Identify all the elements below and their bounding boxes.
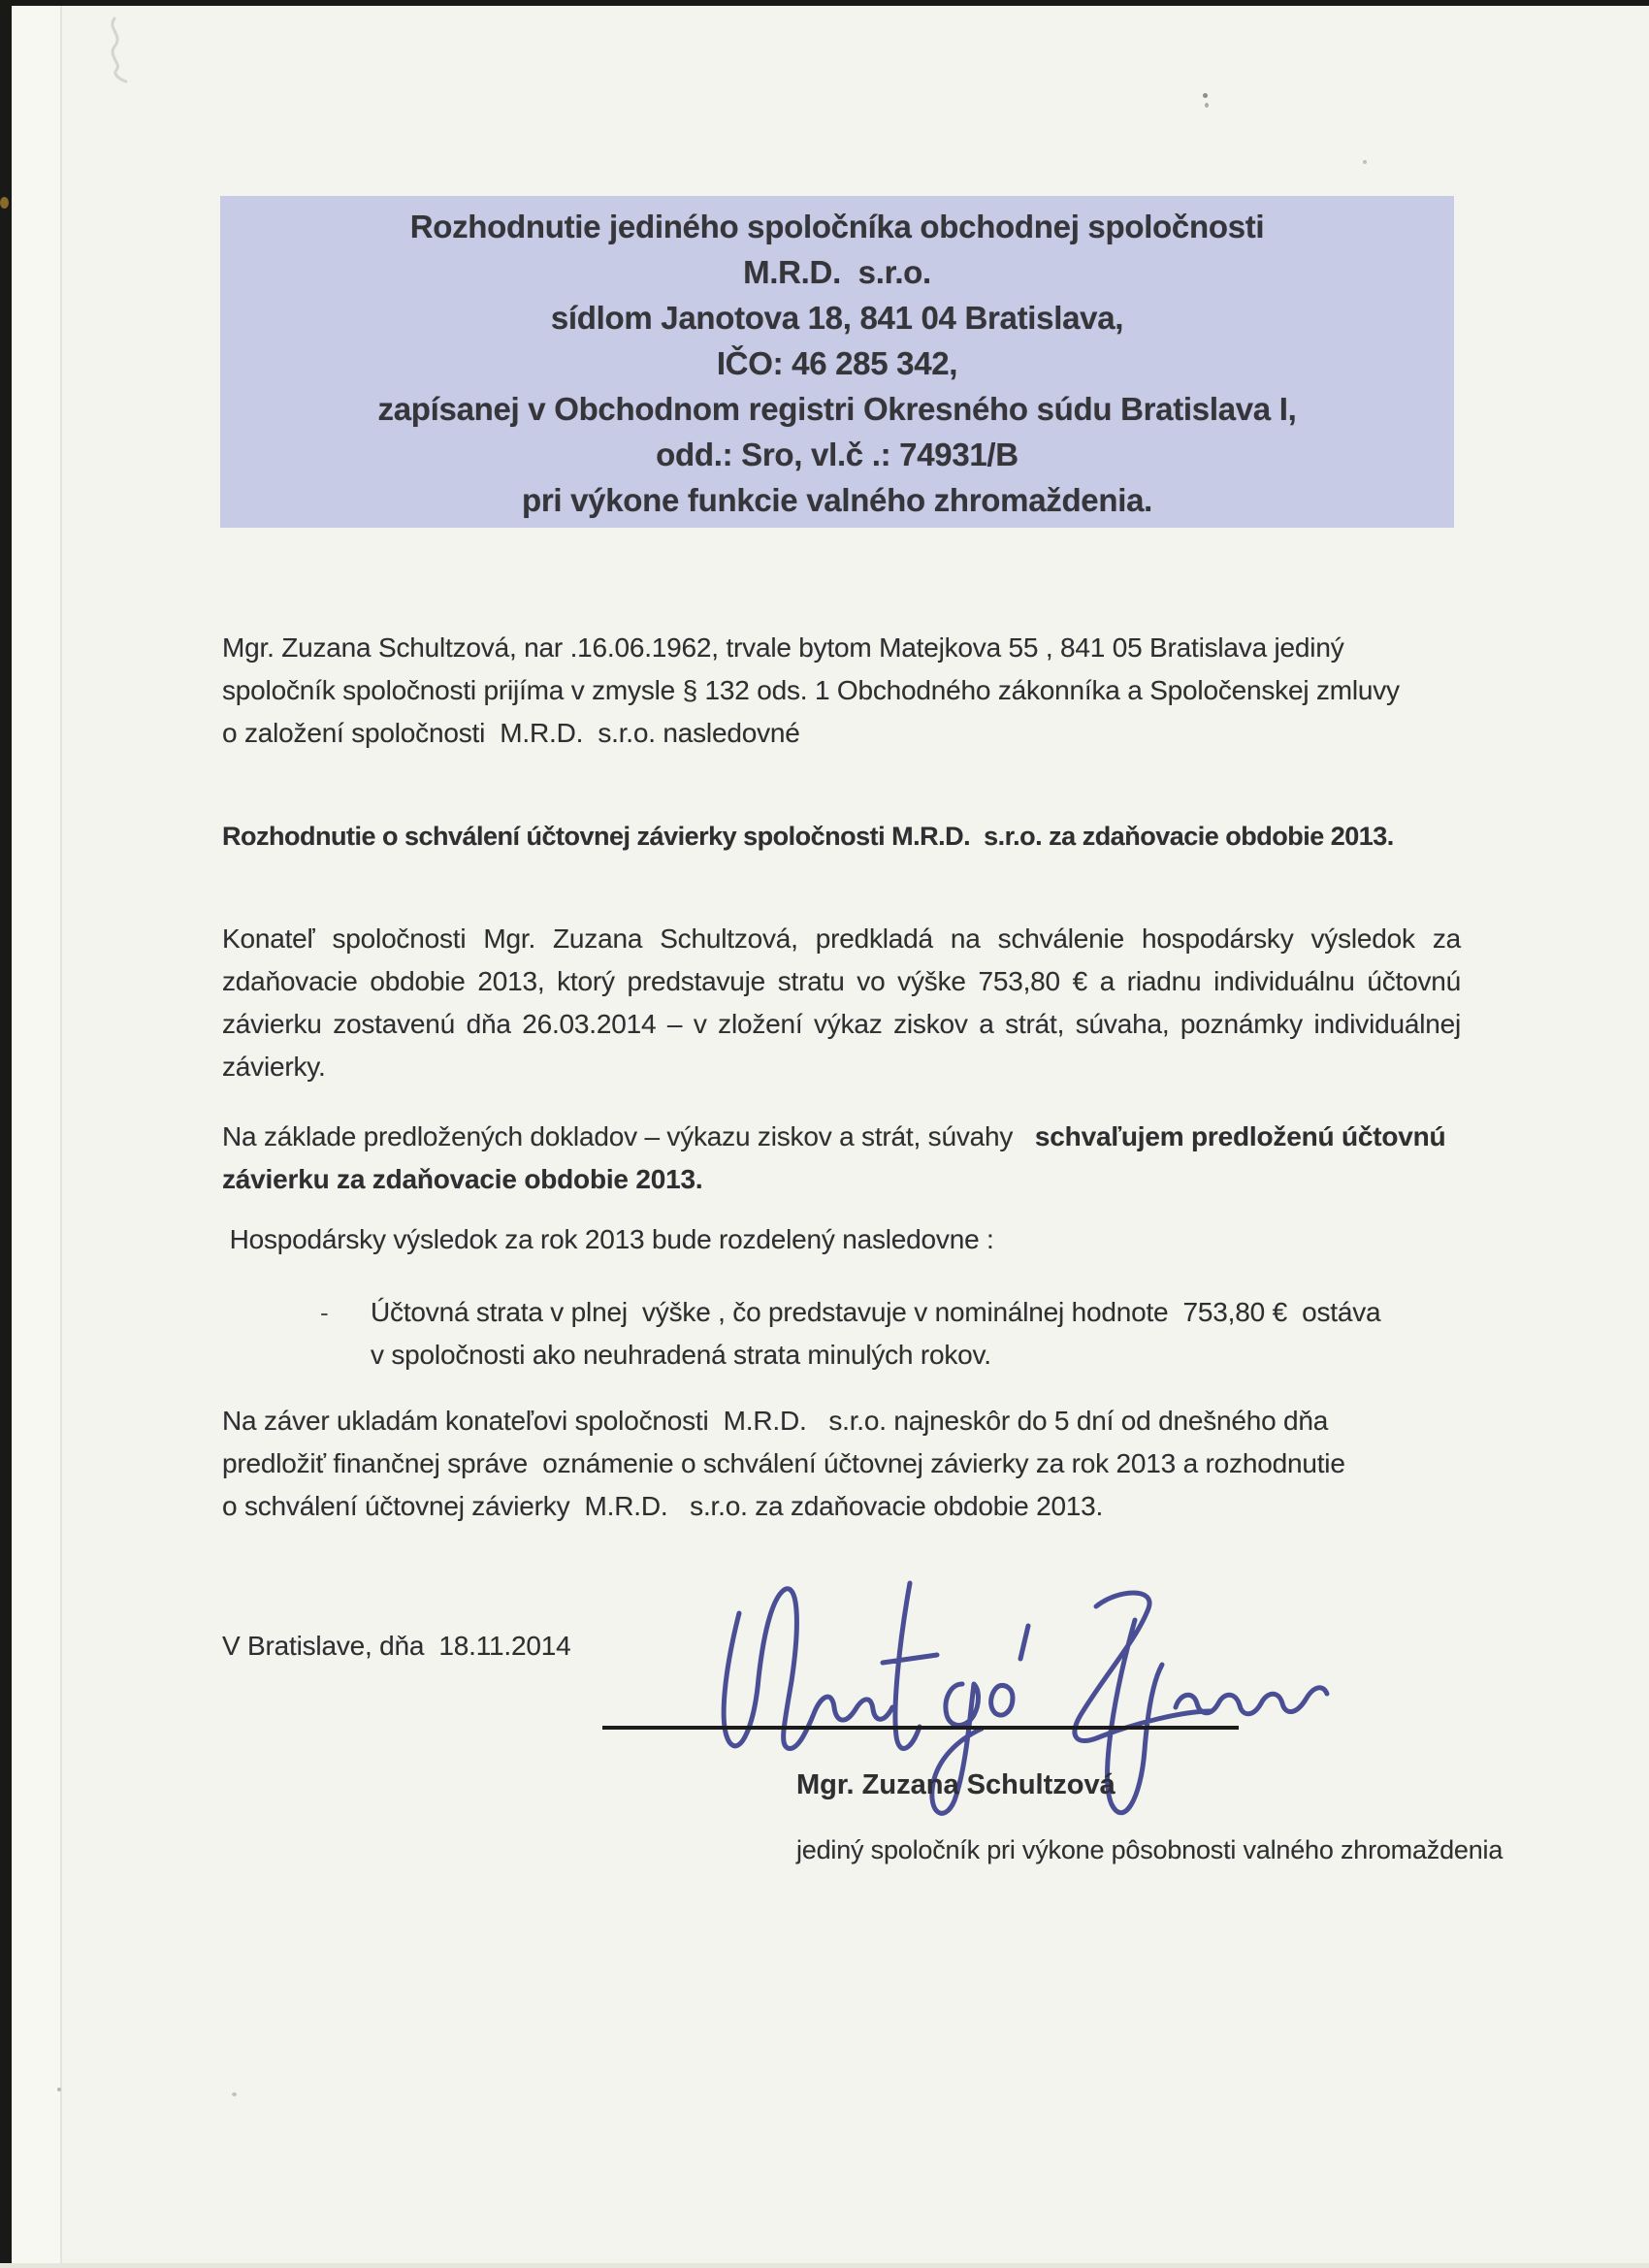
closing-line: Na záver ukladám konateľovi spoločnosti M.R.D. s.r.o. najneskôr do 5 dní od dnešného dňa (222, 1406, 1329, 1436)
scan-paper-strip (12, 0, 60, 2268)
intro-line: Mgr. Zuzana Schultzová, nar .16.06.1962, trvale bytom Matejkova 55 , 841 05 Bratislava jediný (222, 632, 1344, 663)
company-address: sídlom Janotova 18, 841 04 Bratislava, (550, 300, 1124, 336)
intro-paragraph (222, 627, 1400, 755)
closing-paragraph (222, 1400, 1345, 1528)
basis-bold-line: závierku za zdaňovacie obdobie 2013. (222, 1164, 703, 1194)
company-ico: IČO: 46 285 342, (716, 345, 958, 381)
bullet-item (371, 1291, 1380, 1377)
scan-speck (1205, 103, 1209, 108)
signer-name: Mgr. Zuzana Schultzová (796, 1769, 1116, 1800)
intro-line: spoločník spoločnosti prijíma v zmysle § 132 ods. 1 Obchodného zákonníka a Spoločenskej zmluvy (222, 675, 1400, 705)
scan-speck (1363, 160, 1367, 164)
closing-line: predložiť finančnej správe oznámenie o schválení účtovnej závierky za rok 2013 a rozhodnutie (222, 1448, 1345, 1478)
basis-normal-text: Na základe predložených dokladov – výkazu ziskov a strát, súvahy (222, 1121, 1035, 1151)
scan-smudge (101, 16, 140, 83)
scan-speck (1203, 93, 1208, 98)
title-function-line: pri výkone funkcie valného zhromaždenia. (521, 482, 1152, 518)
signer-role: jediný spoločník pri výkone pôsobnosti valného zhromaždenia (796, 1835, 1504, 1864)
approval-paragraph (222, 918, 1461, 1088)
scan-fold-line (60, 6, 62, 2268)
signature-line (602, 1726, 1239, 1730)
decision-subject-heading: Rozhodnutie o schválení účtovnej závierky spoločnosti M.R.D. s.r.o. za zdaňovacie obdobie 2013. (222, 822, 1394, 851)
closing-line: o schválení účtovnej závierky M.R.D. s.r.o. za zdaňovacie obdobie 2013. (222, 1491, 1104, 1521)
scan-speck (57, 2088, 61, 2091)
bullet-line: Účtovná strata v plnej výške , čo predstavuje v nominálnej hodnote 753,80 € ostáva (371, 1297, 1381, 1327)
scan-speck (232, 2092, 237, 2096)
approval-line: závierku zostavenú dňa 26.03.2014 – v zložení výkaz ziskov a strát, súvaha, poznámky individuálnej (222, 1009, 1461, 1039)
registry-number: odd.: Sro, vl.č .: 74931/B (656, 437, 1018, 472)
registry-line: zapísanej v Obchodnom registri Okresného súdu Bratislava I, (377, 391, 1297, 427)
distribution-intro-line: Hospodársky výsledok za rok 2013 bude rozdelený nasledovne : (222, 1224, 994, 1254)
bullet-dash-marker: - (320, 1298, 329, 1327)
basis-line (222, 1116, 1445, 1158)
basis-paragraph (222, 1116, 1445, 1201)
scan-edge-bottom (0, 2263, 1649, 2268)
document-title-block (220, 196, 1454, 528)
scan-edge-left (0, 0, 12, 2268)
scan-speck-amber (0, 197, 9, 209)
title-line: Rozhodnutie jediného spoločníka obchodnej spoločnosti (409, 209, 1265, 244)
basis-bold-text: schvaľujem predloženú účtovnú (1034, 1121, 1446, 1151)
intro-line: o založení spoločnosti M.R.D. s.r.o. nasledovné (222, 718, 800, 748)
bullet-line: v spoločnosti ako neuhradená strata minulých rokov. (371, 1340, 991, 1370)
approval-line: Konateľ spoločnosti Mgr. Zuzana Schultzová, predkladá na schválenie hospodársky výsledok za (222, 923, 1461, 954)
place-date-line: V Bratislave, dňa 18.11.2014 (222, 1631, 571, 1661)
company-name: M.R.D. s.r.o. (743, 254, 931, 290)
approval-line: zdaňovacie obdobie 2013, ktorý predstavuje stratu vo výške 753,80 € a riadnu individuálnu účtovnú (222, 966, 1461, 996)
scan-edge-top (0, 0, 1649, 6)
approval-line: závierky. (222, 1052, 326, 1082)
